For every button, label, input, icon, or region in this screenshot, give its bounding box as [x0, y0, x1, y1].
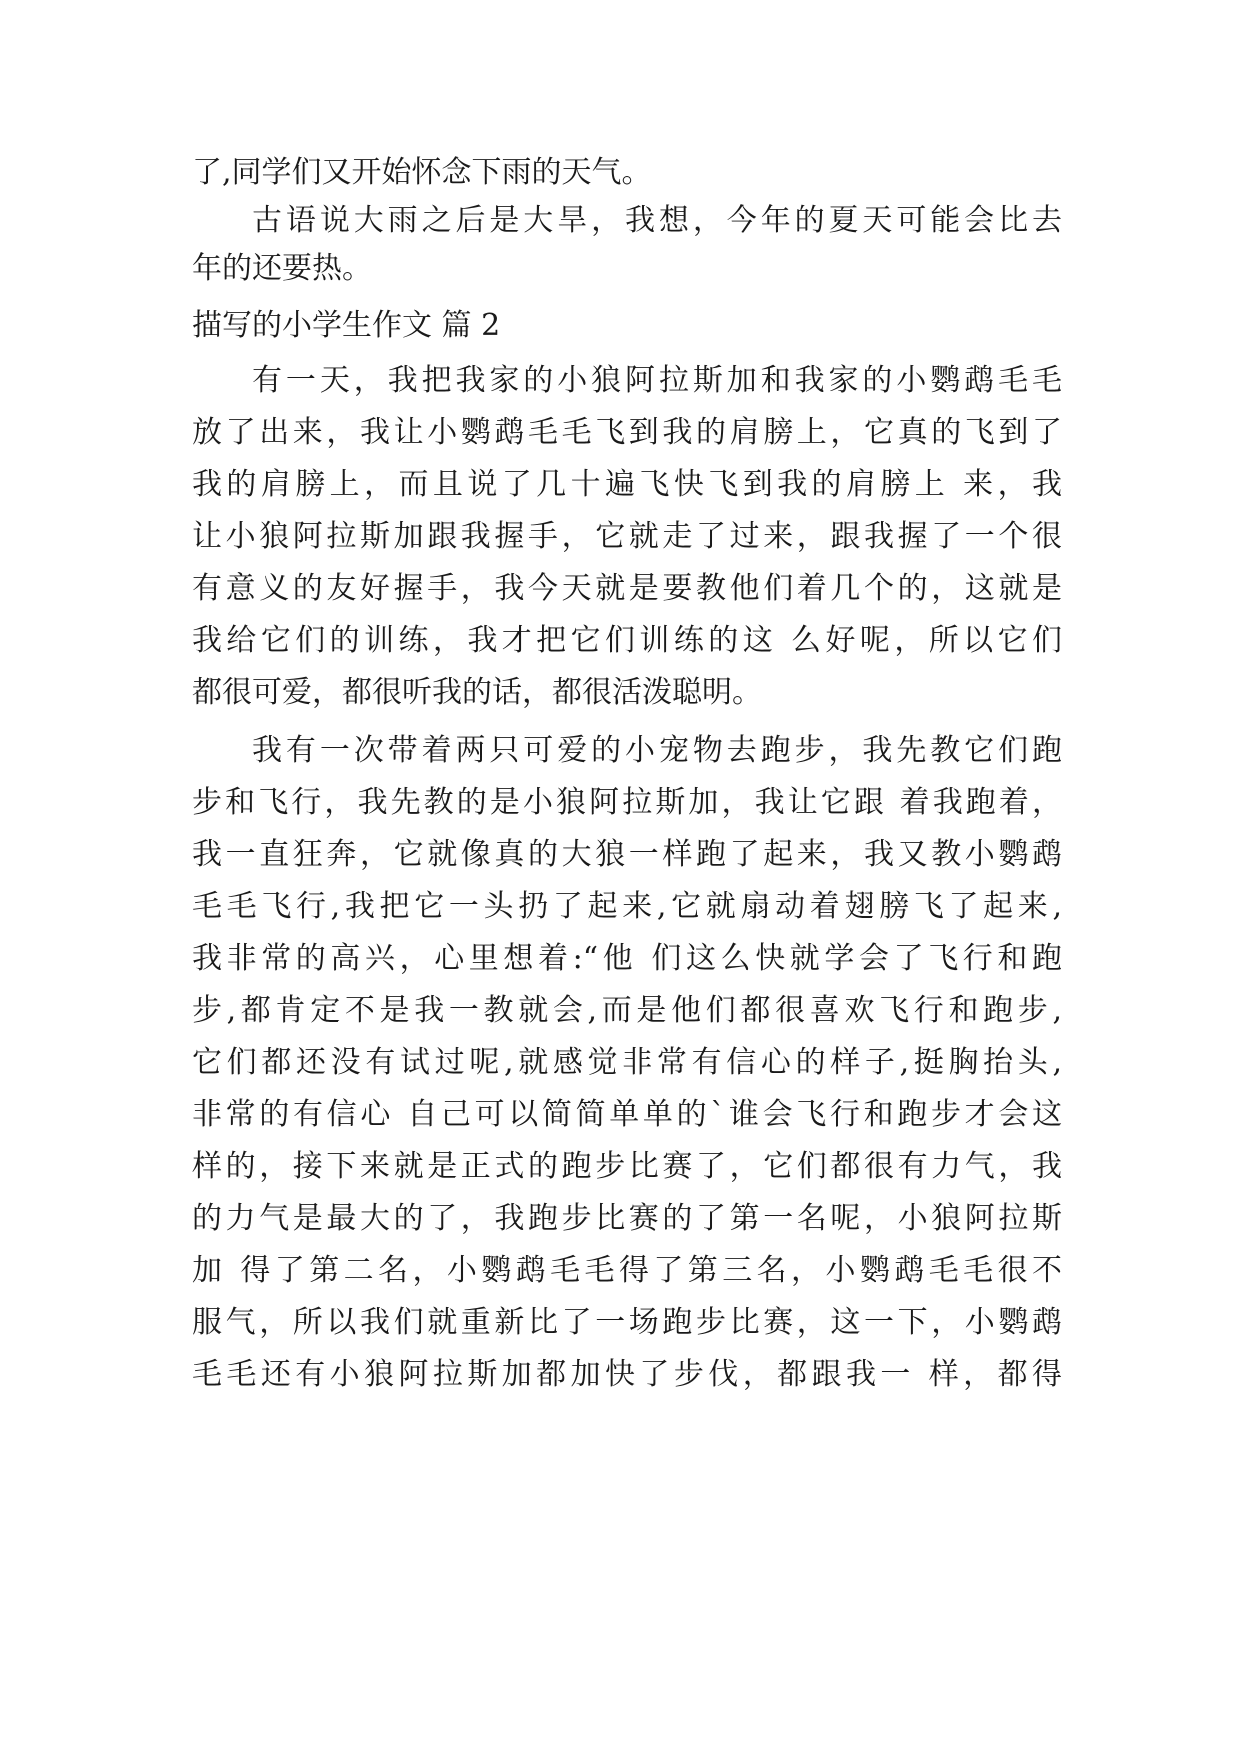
text-line: 加 得了第二名，小鹦鹉毛毛得了第三名，小鹦鹉毛毛很不 [192, 1253, 1062, 1288]
text-line: 的力气是最大的了，我跑步比赛的了第一名呢，小狼阿拉斯 [192, 1201, 1062, 1236]
text-line: 让小狼阿拉斯加跟我握手，它就走了过来，跟我握了一个很 [192, 519, 1062, 554]
text-line: 我的肩膀上，而且说了几十遍飞快飞到我的肩膀上 来，我 [192, 467, 1062, 502]
paragraph-first-line: 我有一次带着两只可爱的小宠物去跑步，我先教它们跑 [252, 733, 1062, 768]
text-line: 步和飞行，我先教的是小狼阿拉斯加，我让它跟 着我跑着， [192, 785, 1062, 820]
text-line: 我一直狂奔，它就像真的大狼一样跑了起来，我又教小鹦鹉 [192, 837, 1062, 872]
section-heading: 描写的小学生作文 篇 2 [192, 308, 501, 343]
text-line: 年的还要热。 [192, 251, 372, 286]
paragraph-first-line: 古语说大雨之后是大旱，我想，今年的夏天可能会比去 [252, 203, 1062, 238]
text-line: 样的，接下来就是正式的跑步比赛了，它们都很有力气，我 [192, 1149, 1062, 1184]
text-line: 有意义的友好握手，我今天就是要教他们着几个的，这就是 [192, 571, 1062, 606]
text-line: 服气，所以我们就重新比了一场跑步比赛，这一下，小鹦鹉 [192, 1305, 1062, 1340]
text-line: 步,都肯定不是我一教就会,而是他们都很喜欢飞行和跑步, [192, 993, 1062, 1028]
text-line: 了,同学们又开始怀念下雨的天气。 [192, 155, 652, 190]
text-line: 毛毛还有小狼阿拉斯加都加快了步伐，都跟我一 样，都得 [192, 1357, 1062, 1392]
text-line: 放了出来，我让小鹦鹉毛毛飞到我的肩膀上，它真的飞到了 [192, 415, 1062, 450]
text-line: 非常的有信心 自己可以简简单单的`谁会飞行和跑步才会这 [192, 1097, 1062, 1132]
text-line: 它们都还没有试过呢,就感觉非常有信心的样子,挺胸抬头, [192, 1045, 1062, 1080]
text-line: 都很可爱，都很听我的话，都很活泼聪明。 [192, 675, 762, 710]
text-line: 我给它们的训练，我才把它们训练的这 么好呢，所以它们 [192, 623, 1062, 658]
text-line: 我非常的高兴，心里想着:“他 们这么快就学会了飞行和跑 [192, 941, 1062, 976]
text-line: 毛毛飞行,我把它一头扔了起来,它就扇动着翅膀飞了起来, [192, 889, 1062, 924]
paragraph-first-line: 有一天，我把我家的小狼阿拉斯加和我家的小鹦鹉毛毛 [252, 363, 1062, 398]
